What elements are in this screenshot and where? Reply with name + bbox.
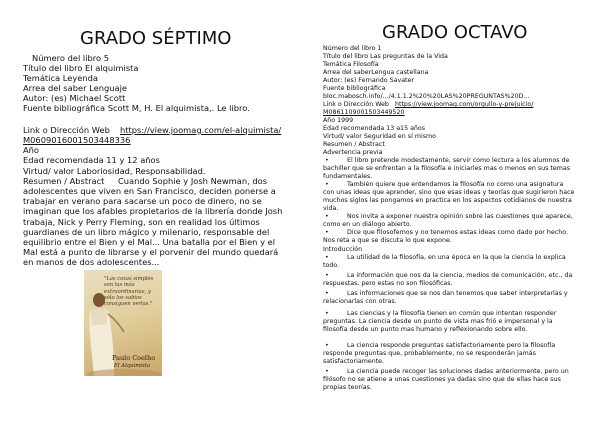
- bullet: •: [325, 290, 329, 297]
- warning-heading: Advertencia previa: [323, 149, 383, 156]
- intro-item: La ciencia responde preguntas satisfactoriamente pero la filosofía responde preguntas que, probablemente, no se responderán jamás satisfactoriamente.: [323, 342, 556, 365]
- intro-item: Las ciencias y la filosofía tienen en común que intentan responder preguntas. La ciencia desde un punto de vista mas frió e impersonal y la filosofía desde un punto mas humano y reflexionando sobre ello.: [323, 310, 557, 333]
- book-author: Autor: (es) Fernando Savater: [323, 77, 414, 84]
- recommended-age: Edad recomendada 13 a15 años: [323, 125, 426, 132]
- abstract-label: Resumen / Abstract: [23, 176, 105, 186]
- cover-quote: "Las cosas simples son las más extraordinarias, y sólo los sabios consiguen verlas.": [104, 276, 154, 308]
- warning-item: Nos invita a exponer nuestra opinión sobre las cuestiones que aparece, como en un diálogo abierto.: [323, 213, 573, 228]
- bullet: •: [325, 254, 329, 261]
- abstract-label: Resumen / Abstract: [323, 141, 385, 148]
- abstract-lead: Cuando Sophie y Josh Newman, dos: [118, 176, 268, 186]
- book-link-continued[interactable]: M0861109001503449520: [323, 109, 405, 116]
- publication-year: Año 1999: [323, 117, 354, 124]
- warning-item: Dice que filosofemos y no tenemos estas ideas como dado por hecho. Nos reta a que se discuta lo que expone.: [323, 229, 568, 244]
- bullet: •: [325, 272, 329, 279]
- virtue-value: Virtud/ valor Laboriosidad, Responsabilidad.: [23, 166, 206, 176]
- intro-item: La utilidad de la filosofía, en una época en la que la ciencia lo explica todo.: [323, 254, 566, 269]
- book-theme: Temática Filosofía: [323, 61, 379, 68]
- recommended-age: Edad recomendada 11 y 12 años: [23, 155, 160, 165]
- book-title: Título del libro Las preguntas de la Vida: [323, 53, 448, 60]
- bullet: •: [325, 342, 329, 349]
- bibliographic-source: bloc.mabosch.info/.../4.1.1.2%20%20LAS%20PREGUNTAS%20D...: [323, 93, 530, 100]
- cover-author: Paulo Coelho: [112, 354, 156, 362]
- knowledge-area: Arrea del saber Lenguaje: [23, 83, 127, 93]
- bullet: •: [325, 181, 329, 188]
- section-title: GRADO SÉPTIMO: [80, 28, 232, 49]
- intro-item: La información que nos da la ciencia, medios de comunicación, etc., da respuestas, pero estas no son filosóficas.: [323, 272, 573, 287]
- warning-item: El libro pretende modestamente, servir como lectura a los alumnos de bachiller que se enfrentan a la filosofía e iniciarles mas o menos en sus temas fundamentales.: [323, 157, 570, 180]
- intro-item: La ciencia puede recoger las soluciones dadas anteriormente, pero un filósofo no se atiene a unas cuestiones ya dadas sino que de ellas hace sus propias teorías.: [323, 368, 569, 391]
- bullet: •: [325, 213, 329, 220]
- book-link-continued[interactable]: M0609016001503448336: [23, 135, 131, 145]
- intro-item: Las informaciones que se nos dan tenemos que saber interpretarlas y relacionarlas con otras.: [323, 290, 568, 305]
- bullet: •: [325, 310, 329, 317]
- book-theme: Temática Leyenda: [23, 73, 98, 83]
- bibliographic-source-label: Fuente bibliográfica: [323, 85, 386, 92]
- bullet: •: [325, 368, 329, 375]
- bullet: •: [325, 229, 329, 236]
- book-title: Título del libro El alquimista: [23, 63, 139, 73]
- bibliographic-source: Fuente bibliográfica Scott M, H. El alquimista,. Le libro.: [23, 103, 250, 113]
- link-label: Link o Dirección Web: [23, 125, 110, 135]
- book-link[interactable]: https://view.joomag.com/el-alquimista/: [120, 125, 282, 135]
- book-cover-image: [84, 270, 162, 376]
- book-author: Autor: (es) Michael Scott: [23, 93, 126, 103]
- warning-item: También quiere que entendamos la filosofía no como una asignatura con unas ideas que aprender, sino que esas ideas y teorías que sugirieron hace muchos siglos las pongamos en practica en los aspectos cotidianos de nuestra vida.: [323, 181, 575, 212]
- publication-year: Año: [23, 145, 40, 155]
- book-link[interactable]: https://view.joomag.com/orgullo-y-prejuicio/: [395, 101, 534, 108]
- virtue-value: Virtud/ valor Seguridad en sí mismo: [323, 133, 436, 140]
- bullet: •: [325, 157, 329, 164]
- link-label: Link o Dirección Web: [323, 101, 389, 108]
- abstract-text: adolescentes que viven en San Francisco, deciden ponerse a trabajar en verano para sacarse un poco de dinero, no se imaginan que los afables propietarios de la librería donde Josh trabaja, Nick y Perry Fleming, son en realidad los últimos guardianes de un libro mágico y milenario, responsable del equilibrio entre el Bien y el Mal... Una batalla por el Bien y el Mal está a punto de librarse y el porvenir del mundo quedará en manos de dos adolescentes...: [23, 186, 283, 268]
- cover-title: El Alquimista: [114, 363, 150, 369]
- book-number: Número del libro 1: [323, 45, 382, 52]
- book-number: Número del libro 5: [32, 53, 110, 63]
- section-title: GRADO OCTAVO: [382, 22, 528, 43]
- knowledge-area: Arrea del saberLengua castellana: [323, 69, 429, 76]
- introduction-heading: Introducción: [323, 246, 363, 253]
